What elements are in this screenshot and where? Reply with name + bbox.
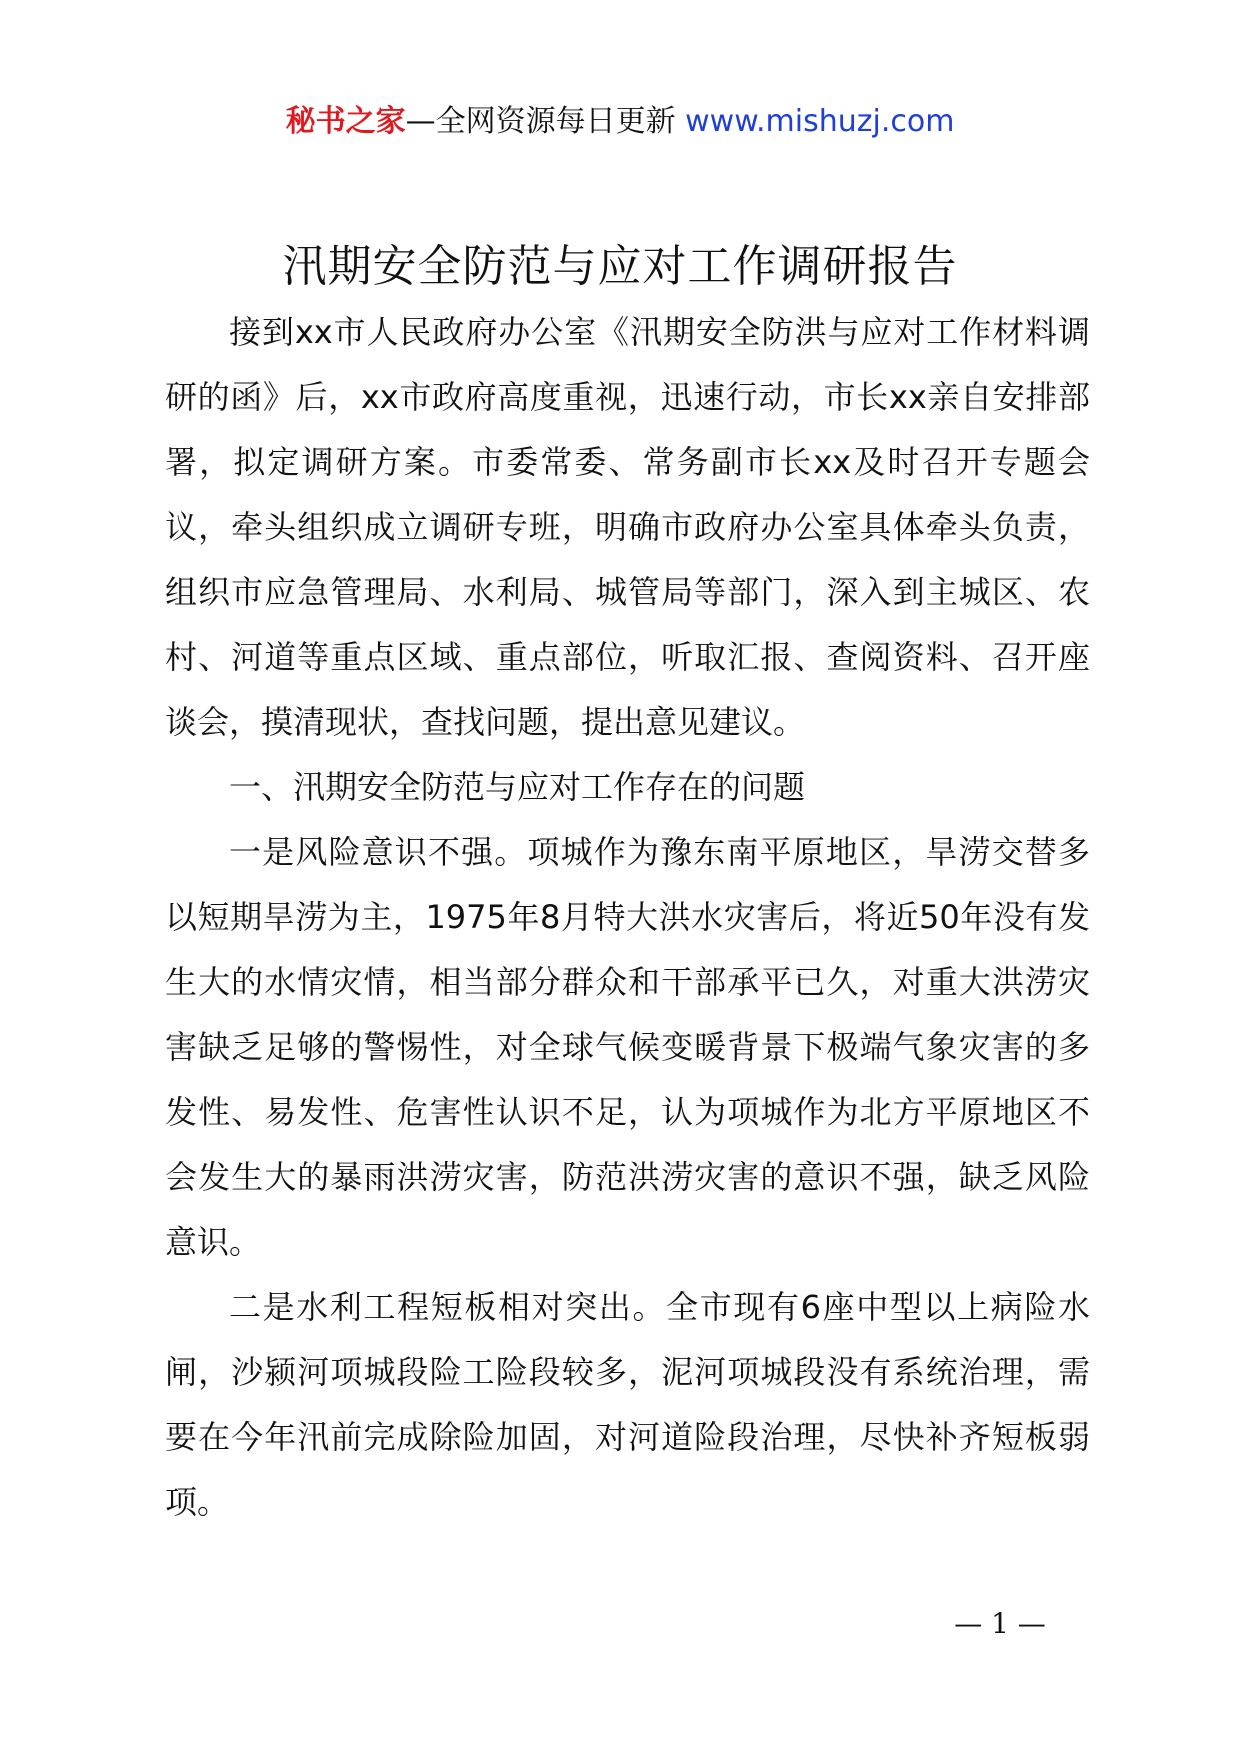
- website-link[interactable]: www.mishuzj.com: [685, 104, 955, 139]
- section-heading: 一、汛期安全防范与应对工作存在的问题: [229, 768, 806, 806]
- document-title: 汛期安全防范与应对工作调研报告: [282, 241, 958, 292]
- paragraph-intro: 接到xx市人民政府办公室《汛期安全防洪与应对工作材料调研的函》后，xx市政府高度重视，迅速行动，市长xx亲自安排部署，拟定调研方案。市委常委、常务副市长xx及时召开专题会议，牵头组织成立调研专班，明确市政府办公室具体牵头负责，组织市应急管理局、水利局、城管局等部门，深入到主城区、农村、河道等重点区域、重点部位，听取汇报、查阅资料、召开座谈会，摸清现状，查找问题，提出意见建议。: [165, 313, 1090, 741]
- paragraph-water-projects: 二是水利工程短板相对突出。全市现有6座中型以上病险水闸，沙颍河项城段险工险段较多，泥河项城段没有系统治理，需要在今年汛前完成除险加固，对河道险段治理，尽快补齐短板弱项。: [165, 1288, 1090, 1521]
- document-body: [165, 300, 1090, 1535]
- paragraph-risk-awareness: 一是风险意识不强。项城作为豫东南平原地区，旱涝交替多以短期旱涝为主，1975年8月特大洪水灾害后，将近50年没有发生大的水情灾情，相当部分群众和干部承平已久，对重大洪涝灾害缺乏足够的警惕性，对全球气候变暖背景下极端气象灾害的多发性、易发性、危害性认识不足，认为项城作为北方平原地区不会发生大的暴雨洪涝灾害，防范洪涝灾害的意识不强，缺乏风险意识。: [165, 833, 1090, 1261]
- page-number: — 1 —: [954, 1607, 1046, 1640]
- site-header: [0, 100, 1240, 144]
- header-slogan: —全网资源每日更新: [405, 104, 676, 139]
- brand-name: 秘书之家: [285, 104, 406, 139]
